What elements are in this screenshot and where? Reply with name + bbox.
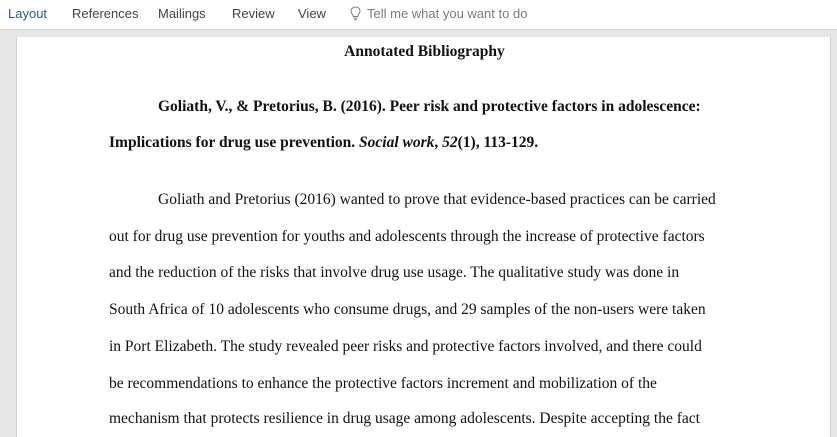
ribbon-tab-bar <box>0 0 837 30</box>
paragraph-line: mechanism that protects resilience in drug usage among adolescents. Despite accepting the fact <box>109 410 700 427</box>
citation-prefix: Implications for drug use prevention. <box>109 134 360 151</box>
citation-line-1: Goliath, V., & Pretorius, B. (2016). Peer risk and protective factors in adolescence: <box>158 98 701 115</box>
citation-journal: Social work <box>359 134 435 151</box>
paragraph-line: and the reduction of the risks that involve drug use usage. The qualitative study was done in <box>109 264 680 281</box>
tab-layout[interactable]: Layout <box>8 6 48 21</box>
paragraph-line: in Port Elizabeth. The study revealed peer risks and protective factors involved, and there could <box>109 338 702 355</box>
citation-rest: (1), 113-129. <box>457 134 539 151</box>
paragraph-line: be recommendations to enhance the protective factors increment and mobilization of the <box>109 375 657 392</box>
document-page[interactable] <box>16 37 831 437</box>
citation-line-2 <box>109 134 538 152</box>
lightbulb-icon <box>350 6 361 21</box>
citation-volume: 52 <box>442 134 458 151</box>
document-title: Annotated Bibliography <box>344 43 505 60</box>
paragraph-line: out for drug use prevention for youths and adolescents through the increase of protective factors <box>109 228 705 245</box>
tab-review[interactable]: Review <box>232 6 275 21</box>
tab-mailings[interactable]: Mailings <box>158 6 206 21</box>
paragraph-line: Goliath and Pretorius (2016) wanted to prove that evidence-based practices can be carried <box>158 191 716 208</box>
paragraph-line: South Africa of 10 adolescents who consume drugs, and 29 samples of the non-users were taken <box>109 301 706 318</box>
tell-me-placeholder: Tell me what you want to do <box>367 6 528 21</box>
citation-comma: , <box>434 134 443 151</box>
tell-me-search[interactable] <box>350 6 527 21</box>
tab-references[interactable]: References <box>72 6 139 21</box>
tab-view[interactable]: View <box>298 6 326 21</box>
